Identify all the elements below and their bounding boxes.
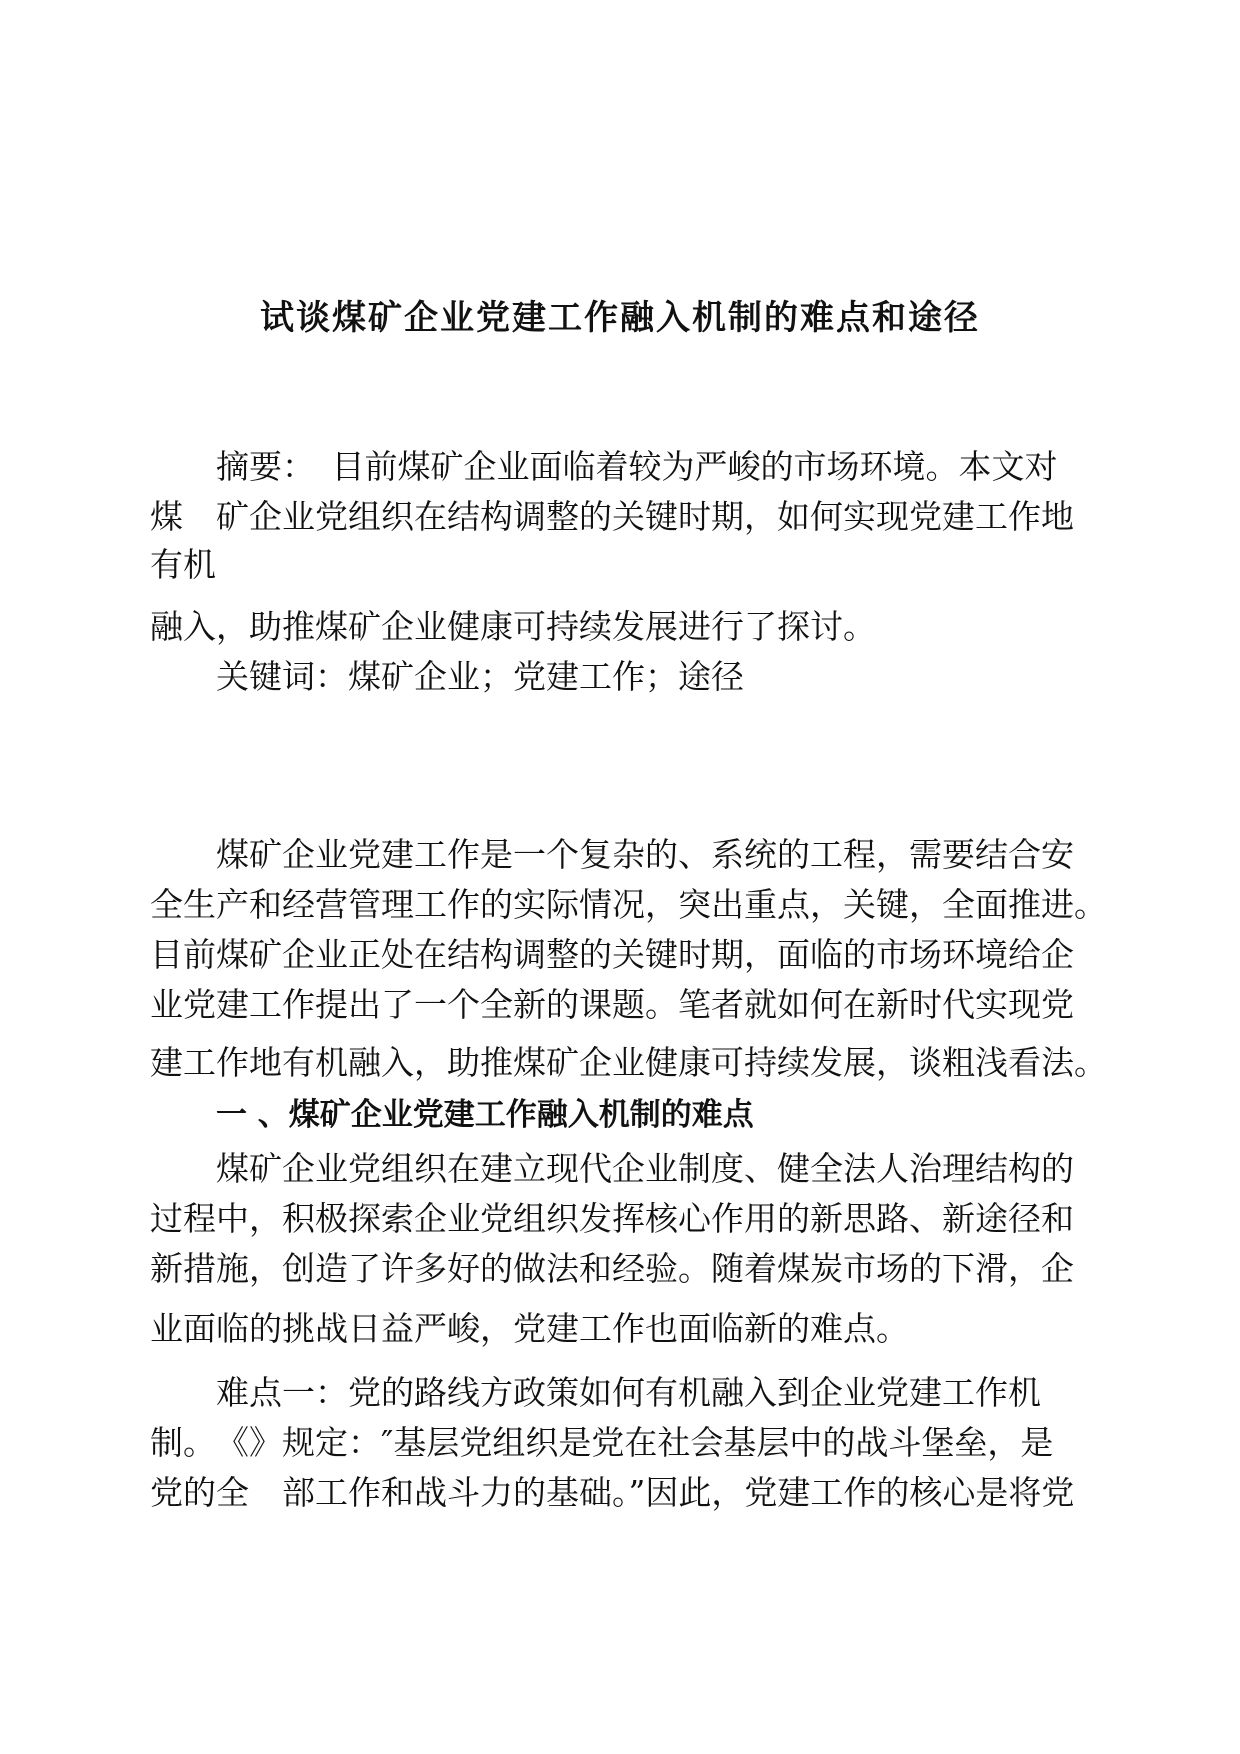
body-paragraph-line: 业面临的挑战日益严峻，党建工作也面临新的难点。 xyxy=(150,1309,909,1348)
body-paragraph-line: 业党建工作提出了一个全新的课题。笔者就如何在新时代实现党 xyxy=(150,985,1074,1024)
keywords-line: 关键词：煤矿企业；党建工作；途径 xyxy=(216,657,744,696)
body-paragraph-line: 制。 《》规定：″基层党组织是党在社会基层中的战斗堡垒，是 xyxy=(150,1423,1054,1462)
abstract-line: 融入，助推煤矿企业健康可持续发展进行了探讨。 xyxy=(150,607,876,646)
page-title: 试谈煤矿企业党建工作融入机制的难点和途径 xyxy=(260,298,980,338)
body-paragraph-line: 煤矿企业党组织在建立现代企业制度、健全法人治理结构的 xyxy=(216,1149,1074,1188)
body-paragraph-line: 难点一：党的路线方政策如何有机融入到企业党建工作机 xyxy=(216,1373,1041,1412)
body-paragraph-line: 新措施，创造了许多好的做法和经验。随着煤炭市场的下滑，企 xyxy=(150,1249,1074,1288)
body-paragraph-line: 党的全 部工作和战斗力的基础。”因此，党建工作的核心是将党 xyxy=(150,1473,1075,1512)
body-paragraph-line: 全生产和经营管理工作的实际情况，突出重点，关键，全面推进。 xyxy=(150,885,1107,924)
section-heading: 一 、煤矿企业党建工作融入机制的难点 xyxy=(216,1097,754,1133)
body-paragraph-line: 煤矿企业党建工作是一个复杂的、系统的工程，需要结合安 xyxy=(216,835,1074,874)
abstract-line: 摘要： 目前煤矿企业面临着较为严峻的市场环境。本文对 xyxy=(216,447,1058,486)
abstract-line: 煤 矿企业党组织在结构调整的关键时期，如何实现党建工作地 xyxy=(150,497,1074,536)
body-paragraph-line: 目前煤矿企业正处在结构调整的关键时期，面临的市场环境给企 xyxy=(150,935,1074,974)
body-paragraph-line: 建工作地有机融入，助推煤矿企业健康可持续发展，谈粗浅看法。 xyxy=(150,1043,1107,1082)
abstract-line: 有机 xyxy=(150,545,216,584)
body-paragraph-line: 过程中，积极探索企业党组织发挥核心作用的新思路、新途径和 xyxy=(150,1199,1074,1238)
